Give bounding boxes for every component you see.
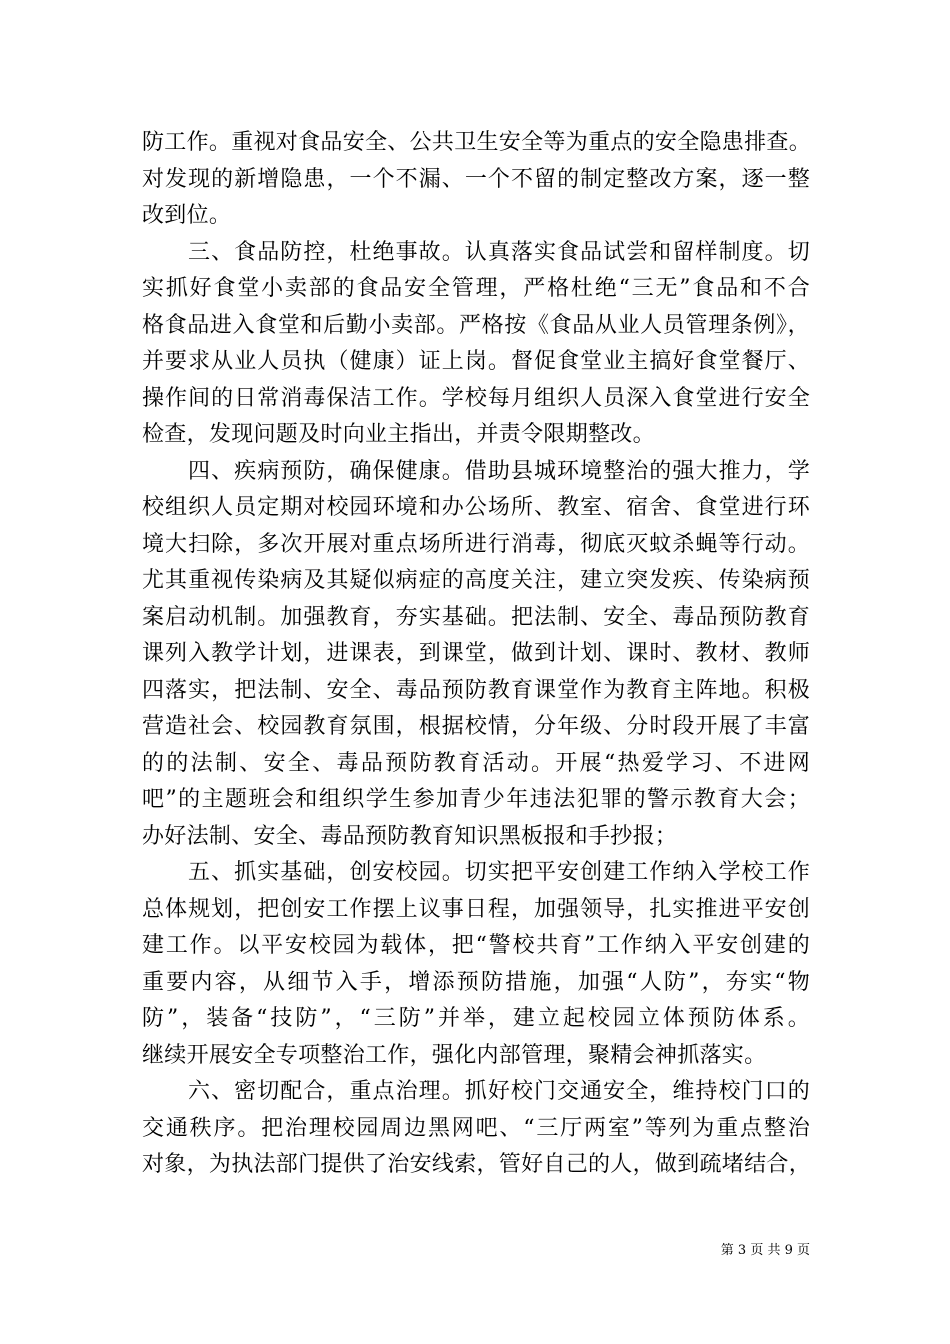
text-line: 格食品进入食堂和后勤小卖部。严格按《食品从业人员管理条例》，: [142, 312, 810, 338]
text-line: 尤其重视传染病及其疑似病症的高度关注，建立突发疾、传染病预: [142, 568, 810, 593]
text-line: 境大扫除，多次开展对重点场所进行消毒，彻底灭蚊杀蝇等行动。: [142, 531, 810, 557]
text-line: 防工作。重视对食品安全、公共卫生安全等为重点的安全隐患排查。: [142, 130, 812, 155]
text-line: 建工作。以平安校园为载体，把“警校共育”工作纳入平安创建的: [142, 933, 810, 958]
text-line: 防”，装备“技防”，“三防”并举，建立起校园立体预防体系。: [142, 1006, 810, 1031]
text-line: 改到位。: [142, 203, 232, 228]
text-line: 的的法制、安全、毒品预防教育活动。开展“热爱学习、不进网: [142, 750, 810, 776]
paragraph-continuation: [142, 125, 810, 235]
text-line: 操作间的日常消毒保洁工作。学校每月组织人员深入食堂进行安全: [142, 385, 810, 411]
text-line: 四落实，把法制、安全、毒品预防教育课堂作为教育主阵地。积极: [142, 677, 810, 703]
text-line: 交通秩序。把治理校园周边黑网吧、“三厅两室”等列为重点整治: [142, 1115, 810, 1141]
text-line: 课列入教学计划，进课表，到课堂，做到计划、课时、教材、教师: [142, 641, 810, 666]
text-line: 案启动机制。加强教育，夯实基础。把法制、安全、毒品预防教育: [142, 604, 810, 630]
paragraph-safe-campus: [142, 855, 810, 1074]
text-line: 六、密切配合，重点治理。抓好校门交通安全，维持校门口的: [188, 1079, 810, 1104]
text-line: 营造社会、校园教育氛围，根据校情，分年级、分时段开展了丰富: [142, 714, 810, 739]
text-line: 五、抓实基础，创安校园。切实把平安创建工作纳入学校工作: [188, 860, 810, 885]
text-line: 对发现的新增隐患，一个不漏、一个不留的制定整改方案，逐一整: [142, 166, 810, 192]
text-line: 吧”的主题班会和组织学生参加青少年违法犯罪的警示教育大会；: [142, 787, 810, 812]
document-body: [142, 125, 810, 1184]
text-line: 四、疾病预防，确保健康。借助县城环境整治的强大推力，学: [188, 458, 810, 484]
text-line: 总体规划，把创安工作摆上议事日程，加强领导，扎实推进平安创: [142, 896, 810, 922]
text-line: 继续开展安全专项整治工作，强化内部管理，聚精会神抓落实。: [142, 1042, 767, 1068]
text-line: 实抓好食堂小卖部的食品安全管理，严格杜绝“三无”食品和不合: [142, 276, 810, 301]
paragraph-food-control: [142, 235, 810, 454]
text-line: 重要内容，从细节入手，增添预防措施，加强“人防”，夯实“物: [142, 969, 810, 995]
text-line: 检查，发现问题及时向业主指出，并责令限期整改。: [142, 422, 655, 447]
paragraph-disease-prevention: [142, 454, 810, 856]
page-number-footer: 第 3 页 共 9 页: [720, 1243, 810, 1258]
paragraph-cooperation: [142, 1074, 810, 1184]
text-line: 三、食品防控，杜绝事故。认真落实食品试尝和留样制度。切: [188, 239, 810, 265]
text-line: 校组织人员定期对校园环境和办公场所、教室、宿舍、食堂进行环: [142, 495, 810, 520]
text-line: 并要求从业人员执（健康）证上岗。督促食堂业主搞好食堂餐厅、: [142, 349, 810, 374]
text-line: 办好法制、安全、毒品预防教育知识黑板报和手抄报；: [142, 823, 678, 849]
text-line: 对象，为执法部门提供了治安线索，管好自己的人，做到疏堵结合，: [142, 1152, 812, 1177]
